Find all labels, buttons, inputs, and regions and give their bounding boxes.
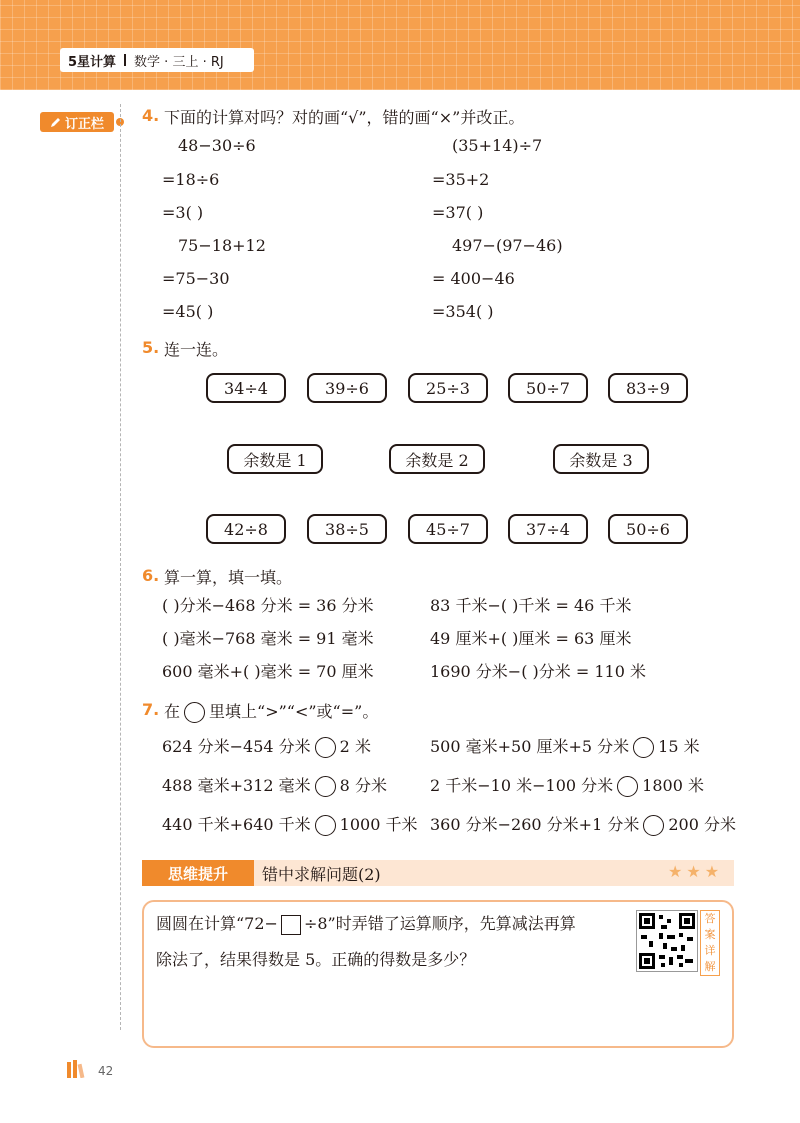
q7-right: 200 分米 [668, 815, 736, 834]
q7-prompt-before: 在 [164, 702, 181, 721]
q7-left: 500 毫米+50 厘米+5 分米 [430, 737, 630, 756]
q7-left: 440 千米+640 千米 [162, 815, 311, 834]
q6-fill-item[interactable]: ( )分米−468 分米 = 36 分米 [162, 596, 374, 615]
remainder-box[interactable]: 余数是 3 [553, 444, 649, 474]
q6-prompt: 算一算，填一填。 [164, 568, 293, 587]
expression-box[interactable]: 50÷7 [508, 373, 588, 403]
q5-number: 5. [142, 338, 160, 357]
q4-line: = 400−46 [432, 269, 515, 288]
problem-line-1 [156, 914, 576, 935]
q7-left: 360 分米−260 分米+1 分米 [430, 815, 640, 834]
correction-tag [40, 112, 114, 132]
book-brand: 5星计算 [68, 54, 117, 70]
q7-right: 2 米 [339, 737, 371, 756]
expression-box[interactable]: 37÷4 [508, 514, 588, 544]
q4-line: 497−(97−46) [452, 236, 563, 255]
qr-code[interactable] [636, 910, 698, 972]
q6-fill-item[interactable]: 83 千米−( )千米 = 46 千米 [430, 596, 632, 615]
blank-square[interactable] [281, 915, 301, 935]
page-header [0, 0, 800, 90]
q4-answer-line[interactable]: =45( ) [162, 302, 214, 321]
remainder-box[interactable]: 余数是 1 [227, 444, 323, 474]
q5-prompt: 连一连。 [164, 340, 229, 359]
q7-left: 488 毫米+312 毫米 [162, 776, 311, 795]
q7-prompt-after: 里填上“>”“<”或“=”。 [209, 702, 379, 721]
q4-number: 4. [142, 106, 160, 125]
expression-box[interactable]: 38÷5 [307, 514, 387, 544]
books-icon [66, 1058, 90, 1078]
expression-box[interactable]: 39÷6 [307, 373, 387, 403]
expression-box[interactable]: 45÷7 [408, 514, 488, 544]
q7-left: 2 千米−10 米−100 分米 [430, 776, 614, 795]
q7-compare-item [430, 776, 704, 797]
q7-compare-item [162, 815, 417, 836]
page-number: 42 [98, 1064, 114, 1078]
compare-circle[interactable] [315, 737, 336, 758]
q7-number: 7. [142, 700, 160, 719]
problem-text-b: ÷8”时弄错了运算顺序，先算减法再算 [303, 914, 576, 933]
expression-box[interactable]: 34÷4 [206, 373, 286, 403]
q4-line: 75−18+12 [178, 236, 266, 255]
q7-compare-item [162, 737, 371, 758]
answer-detail-char: 案 [704, 928, 716, 941]
section-subtitle: 错中求解问题(2) [262, 865, 381, 884]
margin-line [120, 104, 121, 1030]
compare-circle[interactable] [633, 737, 654, 758]
q7-right: 15 米 [658, 737, 700, 756]
q4-answer-line[interactable]: =3( ) [162, 203, 204, 222]
expression-box[interactable]: 42÷8 [206, 514, 286, 544]
q4-line: 48−30÷6 [178, 136, 256, 155]
q6-fill-item[interactable]: 600 毫米+( )毫米 = 70 厘米 [162, 662, 374, 681]
answer-detail-char: 详 [704, 944, 716, 957]
q7-right: 1000 千米 [339, 815, 418, 834]
q7-compare-item [430, 815, 736, 836]
compare-circle[interactable] [643, 815, 664, 836]
q6-fill-item[interactable]: 1690 分米−( )分米 = 110 米 [430, 662, 646, 681]
remainder-box[interactable]: 余数是 2 [389, 444, 485, 474]
problem-line-2: 除法了，结果得数是 5。正确的得数是多少？ [156, 950, 476, 969]
answer-detail-char: 答 [704, 912, 716, 925]
answer-detail-char: 解 [704, 960, 716, 973]
compare-circle[interactable] [315, 815, 336, 836]
q7-left: 624 分米−454 分米 [162, 737, 311, 756]
q4-line: =75−30 [162, 269, 230, 288]
q4-line: =18÷6 [162, 170, 220, 189]
q4-line: (35+14)÷7 [452, 136, 543, 155]
q7-compare-item [430, 737, 700, 758]
problem-text-a: 圆圆在计算“72− [156, 914, 278, 933]
section-title: 思维提升 [142, 860, 254, 886]
expression-box[interactable]: 83÷9 [608, 373, 688, 403]
q4-prompt: 下面的计算对吗？对的画“√”，错的画“×”并改正。 [164, 108, 525, 127]
label-divider [124, 54, 126, 66]
q7-compare-item [162, 776, 387, 797]
answer-detail-label [700, 910, 720, 976]
correction-tag-label: 订正栏 [64, 116, 104, 132]
q6-fill-item[interactable]: 49 厘米+( )厘米 = 63 厘米 [430, 629, 632, 648]
book-label [60, 48, 254, 72]
q7-right: 8 分米 [339, 776, 387, 795]
qr-code-icon [637, 911, 697, 971]
q6-number: 6. [142, 566, 160, 585]
expression-box[interactable]: 25÷3 [408, 373, 488, 403]
q4-answer-line[interactable]: =354( ) [432, 302, 494, 321]
compare-circle-sample [184, 702, 205, 723]
compare-circle[interactable] [617, 776, 638, 797]
difficulty-stars: ★★★ [668, 862, 724, 881]
q7-prompt [164, 699, 378, 723]
q4-answer-line[interactable]: =37( ) [432, 203, 484, 222]
q7-right: 1800 米 [642, 776, 704, 795]
book-subject: 数学 · 三上 · RJ [134, 54, 224, 70]
compare-circle[interactable] [315, 776, 336, 797]
q6-fill-item[interactable]: ( )毫米−768 毫米 = 91 毫米 [162, 629, 374, 648]
q4-line: =35+2 [432, 170, 490, 189]
pencil-icon [50, 116, 62, 128]
expression-box[interactable]: 50÷6 [608, 514, 688, 544]
